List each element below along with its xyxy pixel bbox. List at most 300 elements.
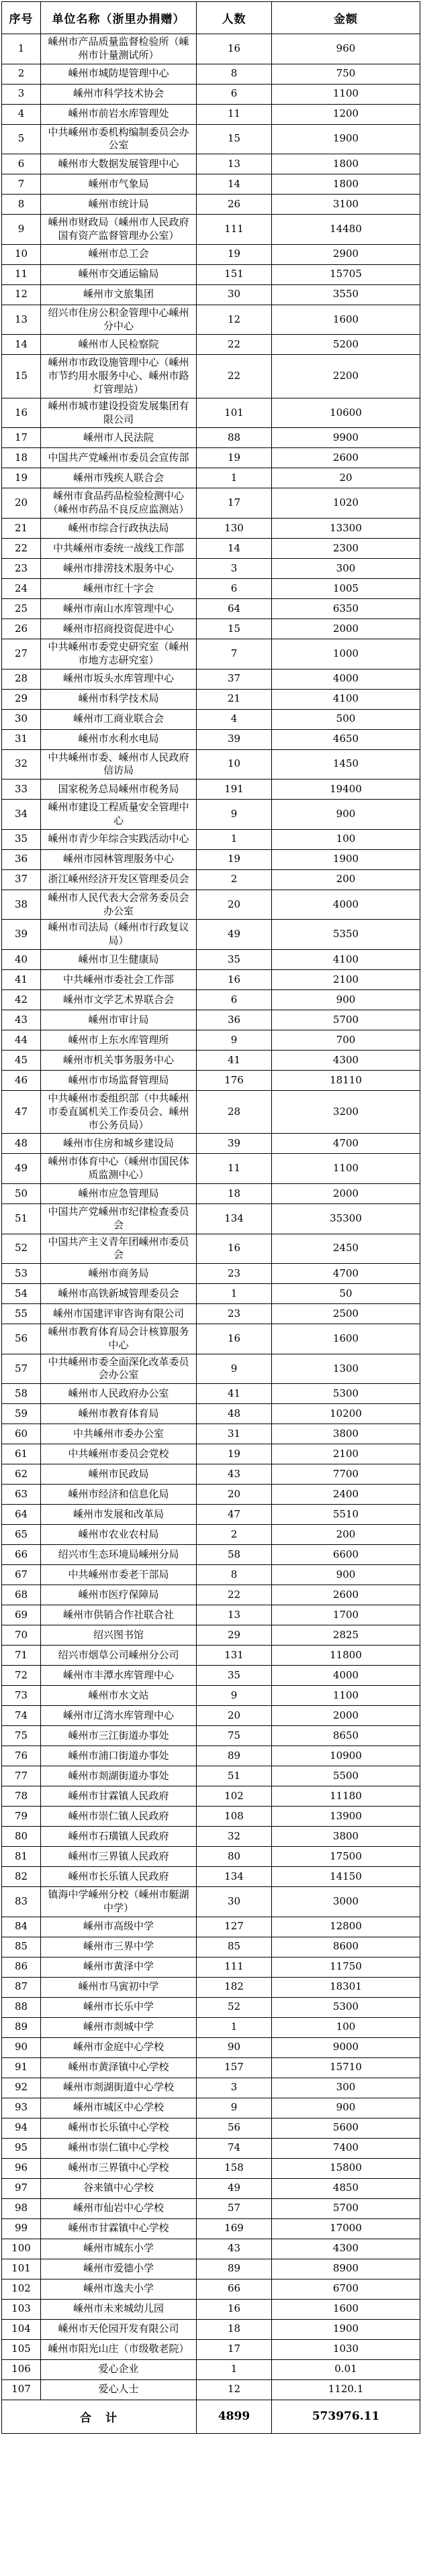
table-row: [2, 468, 420, 488]
row-index-cell: 64: [2, 1505, 41, 1525]
amount-cell: 3800: [272, 1827, 420, 1847]
unit-name-cell: 嵊州市人民检察院: [41, 335, 197, 355]
unit-name-cell: 嵊州市文学艺术界联合会: [41, 989, 197, 1010]
people-count-cell: 134: [197, 1203, 272, 1234]
table-row: [2, 1183, 420, 1203]
table-row: [2, 1937, 420, 1957]
row-index-cell: 106: [2, 2359, 41, 2379]
people-count-cell: 30: [197, 1887, 272, 1917]
unit-name-cell: 中共嵊州市委党史研究室（嵊州市地方志研究室）: [41, 639, 197, 669]
people-count-cell: 16: [197, 969, 272, 989]
amount-cell: 14150: [272, 1867, 420, 1887]
row-index-cell: 45: [2, 1050, 41, 1070]
unit-name-cell: 嵊州市逸夫小学: [41, 2279, 197, 2299]
row-index-cell: 65: [2, 1525, 41, 1545]
unit-name-cell: 嵊州市体育中心（嵊州市国民体质监测中心）: [41, 1154, 197, 1184]
people-count-cell: 17: [197, 2339, 272, 2359]
people-count-cell: 1: [197, 2359, 272, 2379]
people-count-cell: 9: [197, 2098, 272, 2118]
row-index-cell: 63: [2, 1485, 41, 1505]
unit-name-cell: 浙江嵊州经济开发区管理委员会: [41, 869, 197, 890]
table-row: [2, 1625, 420, 1646]
people-count-cell: 85: [197, 1937, 272, 1957]
unit-name-cell: 嵊州市教育体育局: [41, 1404, 197, 1424]
table-row: [2, 1726, 420, 1746]
table-row: [2, 335, 420, 355]
people-count-cell: 8: [197, 1565, 272, 1585]
unit-name-cell: 中国共产主义青年团嵊州市委员会: [41, 1234, 197, 1264]
amount-cell: 4700: [272, 1134, 420, 1154]
column-header-people-count: 人数: [197, 2, 272, 34]
people-count-cell: 13: [197, 1605, 272, 1625]
amount-cell: 900: [272, 800, 420, 830]
row-index-cell: 54: [2, 1284, 41, 1304]
unit-name-cell: 嵊州市三江街道办事处: [41, 1726, 197, 1746]
unit-name-cell: 爱心企业: [41, 2359, 197, 2379]
row-index-cell: 61: [2, 1444, 41, 1464]
people-count-cell: 47: [197, 1505, 272, 1525]
row-index-cell: 27: [2, 639, 41, 669]
amount-cell: 50: [272, 1284, 420, 1304]
people-count-cell: 16: [197, 2299, 272, 2319]
column-header-unit-name: 单位名称（浙里办捐赠）: [41, 2, 197, 34]
donation-table: [1, 1, 420, 2434]
people-count-cell: 1: [197, 468, 272, 488]
people-count-cell: 7: [197, 639, 272, 669]
unit-name-cell: 嵊州市浦口街道办事处: [41, 1746, 197, 1766]
unit-name-cell: 嵊州市三界镇人民政府: [41, 1847, 197, 1867]
amount-cell: 10900: [272, 1746, 420, 1766]
people-count-cell: 15: [197, 124, 272, 154]
table-row: [2, 305, 420, 335]
amount-cell: 900: [272, 1565, 420, 1585]
people-count-cell: 16: [197, 1324, 272, 1354]
table-row: [2, 2319, 420, 2339]
table-row: [2, 1525, 420, 1545]
amount-cell: 300: [272, 2078, 420, 2098]
amount-cell: 5500: [272, 1766, 420, 1786]
table-row: [2, 1050, 420, 1070]
amount-cell: 11180: [272, 1786, 420, 1807]
table-row: [2, 1867, 420, 1887]
amount-cell: 19400: [272, 780, 420, 800]
unit-name-cell: 嵊州市剡城中学: [41, 2017, 197, 2037]
amount-cell: 6700: [272, 2279, 420, 2299]
row-index-cell: 10: [2, 244, 41, 264]
unit-name-cell: 嵊州市坂头水库管理中心: [41, 669, 197, 689]
people-count-cell: 102: [197, 1786, 272, 1807]
row-index-cell: 91: [2, 2057, 41, 2078]
table-row: [2, 195, 420, 215]
unit-name-cell: 嵊州市应急管理局: [41, 1183, 197, 1203]
unit-name-cell: 嵊州市园林管理服务中心: [41, 849, 197, 869]
table-row: [2, 1706, 420, 1726]
row-index-cell: 2: [2, 64, 41, 84]
table-row: [2, 949, 420, 969]
unit-name-cell: 中共嵊州市委办公室: [41, 1424, 197, 1444]
people-count-cell: 176: [197, 1070, 272, 1090]
table-row: [2, 1485, 420, 1505]
table-row: [2, 969, 420, 989]
row-index-cell: 13: [2, 305, 41, 335]
people-count-cell: 1: [197, 1284, 272, 1304]
amount-cell: 1120.1: [272, 2379, 420, 2400]
people-count-cell: 158: [197, 2158, 272, 2178]
unit-name-cell: 中国共产党嵊州市纪律检查委员会: [41, 1203, 197, 1234]
unit-name-cell: 中共嵊州市委组织部（中共嵊州市委直属机关工作委员会、嵊州市公务员局）: [41, 1090, 197, 1133]
table-row: [2, 1686, 420, 1706]
row-index-cell: 29: [2, 689, 41, 709]
amount-cell: 4000: [272, 1666, 420, 1686]
row-index-cell: 67: [2, 1565, 41, 1585]
row-index-cell: 86: [2, 1957, 41, 1977]
people-count-cell: 49: [197, 2178, 272, 2198]
table-row: [2, 2259, 420, 2279]
people-count-cell: 1: [197, 829, 272, 849]
unit-name-cell: 嵊州市马寅初中学: [41, 1977, 197, 1997]
unit-name-cell: 嵊州市丰潭水库管理中心: [41, 1666, 197, 1686]
amount-cell: 1450: [272, 749, 420, 780]
people-count-cell: 191: [197, 780, 272, 800]
unit-name-cell: 中共嵊州市委社会工作部: [41, 969, 197, 989]
amount-cell: 1020: [272, 488, 420, 519]
people-count-cell: 48: [197, 1404, 272, 1424]
table-row: [2, 1464, 420, 1485]
people-count-cell: 19: [197, 244, 272, 264]
row-index-cell: 71: [2, 1646, 41, 1666]
table-row: [2, 2379, 420, 2400]
amount-cell: 2000: [272, 1706, 420, 1726]
people-count-cell: 49: [197, 920, 272, 950]
amount-cell: 4000: [272, 890, 420, 920]
unit-name-cell: 嵊州市水文站: [41, 1686, 197, 1706]
people-count-cell: 58: [197, 1545, 272, 1565]
people-count-cell: 12: [197, 2379, 272, 2400]
people-count-cell: 66: [197, 2279, 272, 2299]
people-count-cell: 151: [197, 264, 272, 284]
table-row: [2, 538, 420, 558]
people-count-cell: 127: [197, 1917, 272, 1937]
amount-cell: 1000: [272, 639, 420, 669]
unit-name-cell: 绍兴市住房公积金管理中心嵊州分中心: [41, 305, 197, 335]
amount-cell: 5700: [272, 1010, 420, 1030]
amount-cell: 4300: [272, 2239, 420, 2259]
row-index-cell: 18: [2, 448, 41, 468]
row-index-cell: 20: [2, 488, 41, 519]
amount-cell: 1600: [272, 1324, 420, 1354]
row-index-cell: 76: [2, 1746, 41, 1766]
row-index-cell: 80: [2, 1827, 41, 1847]
table-row: [2, 1847, 420, 1867]
table-row: [2, 1827, 420, 1847]
row-index-cell: 88: [2, 1997, 41, 2017]
table-row: [2, 1324, 420, 1354]
row-index-cell: 103: [2, 2299, 41, 2319]
row-index-cell: 15: [2, 355, 41, 398]
table-row: [2, 1746, 420, 1766]
table-row: [2, 154, 420, 174]
table-row: [2, 1786, 420, 1807]
people-count-cell: 130: [197, 518, 272, 538]
table-row: [2, 1646, 420, 1666]
people-count-cell: 20: [197, 1485, 272, 1505]
amount-cell: 5700: [272, 2198, 420, 2218]
table-row: [2, 34, 420, 64]
amount-cell: 5510: [272, 1505, 420, 1525]
people-count-cell: 16: [197, 1234, 272, 1264]
row-index-cell: 69: [2, 1605, 41, 1625]
table-row: [2, 598, 420, 619]
unit-name-cell: 嵊州市上东水库管理所: [41, 1030, 197, 1050]
amount-cell: 1900: [272, 124, 420, 154]
unit-name-cell: 中共嵊州市委、嵊州市人民政府信访局: [41, 749, 197, 780]
table-row: [2, 829, 420, 849]
row-index-cell: 5: [2, 124, 41, 154]
row-index-cell: 92: [2, 2078, 41, 2098]
unit-name-cell: 嵊州市高铁新城管理委员会: [41, 1284, 197, 1304]
row-index-cell: 53: [2, 1264, 41, 1284]
row-index-cell: 7: [2, 174, 41, 195]
row-index-cell: 68: [2, 1585, 41, 1605]
row-index-cell: 52: [2, 1234, 41, 1264]
table-row: [2, 2218, 420, 2239]
row-index-cell: 107: [2, 2379, 41, 2400]
people-count-cell: 35: [197, 949, 272, 969]
people-count-cell: 14: [197, 538, 272, 558]
unit-name-cell: 中共嵊州市委机构编制委员会办公室: [41, 124, 197, 154]
table-body: [2, 34, 420, 2400]
row-index-cell: 1: [2, 34, 41, 64]
table-row: [2, 578, 420, 598]
table-row: [2, 1585, 420, 1605]
header-row: [2, 2, 420, 34]
people-count-cell: 23: [197, 1304, 272, 1324]
table-row: [2, 619, 420, 639]
people-count-cell: 18: [197, 2319, 272, 2339]
row-index-cell: 56: [2, 1324, 41, 1354]
people-count-cell: 9: [197, 1354, 272, 1384]
amount-cell: 4100: [272, 949, 420, 969]
table-row: [2, 1766, 420, 1786]
amount-cell: 14480: [272, 215, 420, 245]
unit-name-cell: 嵊州市高级中学: [41, 1917, 197, 1937]
people-count-cell: 31: [197, 1424, 272, 1444]
table-row: [2, 1203, 420, 1234]
people-count-cell: 26: [197, 195, 272, 215]
people-count-cell: 39: [197, 729, 272, 749]
row-index-cell: 58: [2, 1384, 41, 1404]
row-index-cell: 8: [2, 195, 41, 215]
unit-name-cell: 绍兴图书馆: [41, 1625, 197, 1646]
people-count-cell: 30: [197, 284, 272, 305]
unit-name-cell: 嵊州市城区中心学校: [41, 2098, 197, 2118]
amount-cell: 3000: [272, 1887, 420, 1917]
people-count-cell: 20: [197, 890, 272, 920]
amount-cell: 2100: [272, 1444, 420, 1464]
table-row: [2, 849, 420, 869]
table-row: [2, 920, 420, 950]
row-index-cell: 55: [2, 1304, 41, 1324]
unit-name-cell: 嵊州市市政设施管理中心（嵊州市节约用水服务中心、嵊州市路灯管理站）: [41, 355, 197, 398]
table-row: [2, 669, 420, 689]
row-index-cell: 72: [2, 1666, 41, 1686]
unit-name-cell: 绍兴市烟草公司嵊州分公司: [41, 1646, 197, 1666]
row-index-cell: 19: [2, 468, 41, 488]
amount-cell: 35300: [272, 1203, 420, 1234]
row-index-cell: 16: [2, 398, 41, 428]
unit-name-cell: 嵊州市崇仁镇人民政府: [41, 1807, 197, 1827]
row-index-cell: 95: [2, 2138, 41, 2158]
table-row: [2, 518, 420, 538]
people-count-cell: 41: [197, 1050, 272, 1070]
unit-name-cell: 中共嵊州市委员会党校: [41, 1444, 197, 1464]
unit-name-cell: 嵊州市南山水库管理中心: [41, 598, 197, 619]
unit-name-cell: 嵊州市黄泽中学: [41, 1957, 197, 1977]
amount-cell: 2600: [272, 1585, 420, 1605]
row-index-cell: 104: [2, 2319, 41, 2339]
table-row: [2, 2078, 420, 2098]
unit-name-cell: 嵊州市剡湖街道中心学校: [41, 2078, 197, 2098]
row-index-cell: 60: [2, 1424, 41, 1444]
unit-name-cell: 嵊州市排涝技术服务中心: [41, 558, 197, 578]
people-count-cell: 52: [197, 1997, 272, 2017]
unit-name-cell: 嵊州市招商投资促进中心: [41, 619, 197, 639]
people-count-cell: 43: [197, 1464, 272, 1485]
amount-cell: 4850: [272, 2178, 420, 2198]
table-row: [2, 1666, 420, 1686]
amount-cell: 1300: [272, 1354, 420, 1384]
amount-cell: 18110: [272, 1070, 420, 1090]
row-index-cell: 100: [2, 2239, 41, 2259]
table-row: [2, 2359, 420, 2379]
table-row: [2, 1264, 420, 1284]
amount-cell: 1600: [272, 2299, 420, 2319]
row-index-cell: 82: [2, 1867, 41, 1887]
row-index-cell: 48: [2, 1134, 41, 1154]
people-count-cell: 64: [197, 598, 272, 619]
table-row: [2, 1284, 420, 1304]
people-count-cell: 9: [197, 800, 272, 830]
table-row: [2, 1304, 420, 1324]
row-index-cell: 102: [2, 2279, 41, 2299]
amount-cell: 17500: [272, 1847, 420, 1867]
table-row: [2, 284, 420, 305]
amount-cell: 1100: [272, 1686, 420, 1706]
amount-cell: 750: [272, 64, 420, 84]
amount-cell: 2825: [272, 1625, 420, 1646]
amount-cell: 960: [272, 34, 420, 64]
amount-cell: 1100: [272, 1154, 420, 1184]
table-row: [2, 709, 420, 729]
total-amount: 573976.11: [272, 2400, 420, 2433]
table-row: [2, 2098, 420, 2118]
amount-cell: 5350: [272, 920, 420, 950]
unit-name-cell: 嵊州市仙岩中心学校: [41, 2198, 197, 2218]
row-index-cell: 94: [2, 2118, 41, 2138]
amount-cell: 13900: [272, 1807, 420, 1827]
table-row: [2, 1154, 420, 1184]
amount-cell: 4700: [272, 1264, 420, 1284]
row-index-cell: 70: [2, 1625, 41, 1646]
people-count-cell: 23: [197, 1264, 272, 1284]
column-header-amount: 金额: [272, 2, 420, 34]
row-index-cell: 28: [2, 669, 41, 689]
people-count-cell: 32: [197, 1827, 272, 1847]
unit-name-cell: 嵊州市剡湖街道办事处: [41, 1766, 197, 1786]
unit-name-cell: 嵊州市交通运输局: [41, 264, 197, 284]
table-row: [2, 1917, 420, 1937]
amount-cell: 900: [272, 2098, 420, 2118]
unit-name-cell: 中国共产党嵊州市委员会宣传部: [41, 448, 197, 468]
unit-name-cell: 嵊州市红十字会: [41, 578, 197, 598]
people-count-cell: 15: [197, 619, 272, 639]
amount-cell: 10600: [272, 398, 420, 428]
unit-name-cell: 嵊州市审计局: [41, 1010, 197, 1030]
people-count-cell: 12: [197, 305, 272, 335]
amount-cell: 2200: [272, 355, 420, 398]
row-index-cell: 40: [2, 949, 41, 969]
table-row: [2, 890, 420, 920]
unit-name-cell: 嵊州市住房和城乡建设局: [41, 1134, 197, 1154]
table-row: [2, 428, 420, 448]
row-index-cell: 87: [2, 1977, 41, 1997]
people-count-cell: 22: [197, 355, 272, 398]
amount-cell: 3800: [272, 1424, 420, 1444]
row-index-cell: 93: [2, 2098, 41, 2118]
amount-cell: 1100: [272, 84, 420, 104]
people-count-cell: 41: [197, 1384, 272, 1404]
unit-name-cell: 嵊州市石璜镇人民政府: [41, 1827, 197, 1847]
amount-cell: 1900: [272, 2319, 420, 2339]
amount-cell: 4650: [272, 729, 420, 749]
amount-cell: 1600: [272, 305, 420, 335]
table-row: [2, 174, 420, 195]
row-index-cell: 74: [2, 1706, 41, 1726]
unit-name-cell: 镇海中学嵊州分校（嵊州市艇湖中学）: [41, 1887, 197, 1917]
row-index-cell: 9: [2, 215, 41, 245]
row-index-cell: 41: [2, 969, 41, 989]
table-footer: [2, 2400, 420, 2433]
amount-cell: 2000: [272, 619, 420, 639]
table-row: [2, 1977, 420, 1997]
amount-cell: 100: [272, 829, 420, 849]
unit-name-cell: 中共嵊州市委全面深化改革委员会办公室: [41, 1354, 197, 1384]
row-index-cell: 25: [2, 598, 41, 619]
unit-name-cell: 嵊州市财政局（嵊州市人民政府国有资产监督管理办公室）: [41, 215, 197, 245]
people-count-cell: 169: [197, 2218, 272, 2239]
row-index-cell: 17: [2, 428, 41, 448]
amount-cell: 3200: [272, 1090, 420, 1133]
row-index-cell: 81: [2, 1847, 41, 1867]
table-row: [2, 1505, 420, 1525]
amount-cell: 700: [272, 1030, 420, 1050]
table-row: [2, 1234, 420, 1264]
people-count-cell: 89: [197, 1746, 272, 1766]
unit-name-cell: 嵊州市机关事务服务中心: [41, 1050, 197, 1070]
people-count-cell: 134: [197, 1867, 272, 1887]
amount-cell: 0.01: [272, 2359, 420, 2379]
row-index-cell: 11: [2, 264, 41, 284]
table-row: [2, 488, 420, 519]
people-count-cell: 18: [197, 1183, 272, 1203]
row-index-cell: 96: [2, 2158, 41, 2178]
table-row: [2, 1424, 420, 1444]
unit-name-cell: 嵊州市综合行政执法局: [41, 518, 197, 538]
unit-name-cell: 嵊州市医疗保障局: [41, 1585, 197, 1605]
amount-cell: 2500: [272, 1304, 420, 1324]
row-index-cell: 62: [2, 1464, 41, 1485]
table-row: [2, 244, 420, 264]
